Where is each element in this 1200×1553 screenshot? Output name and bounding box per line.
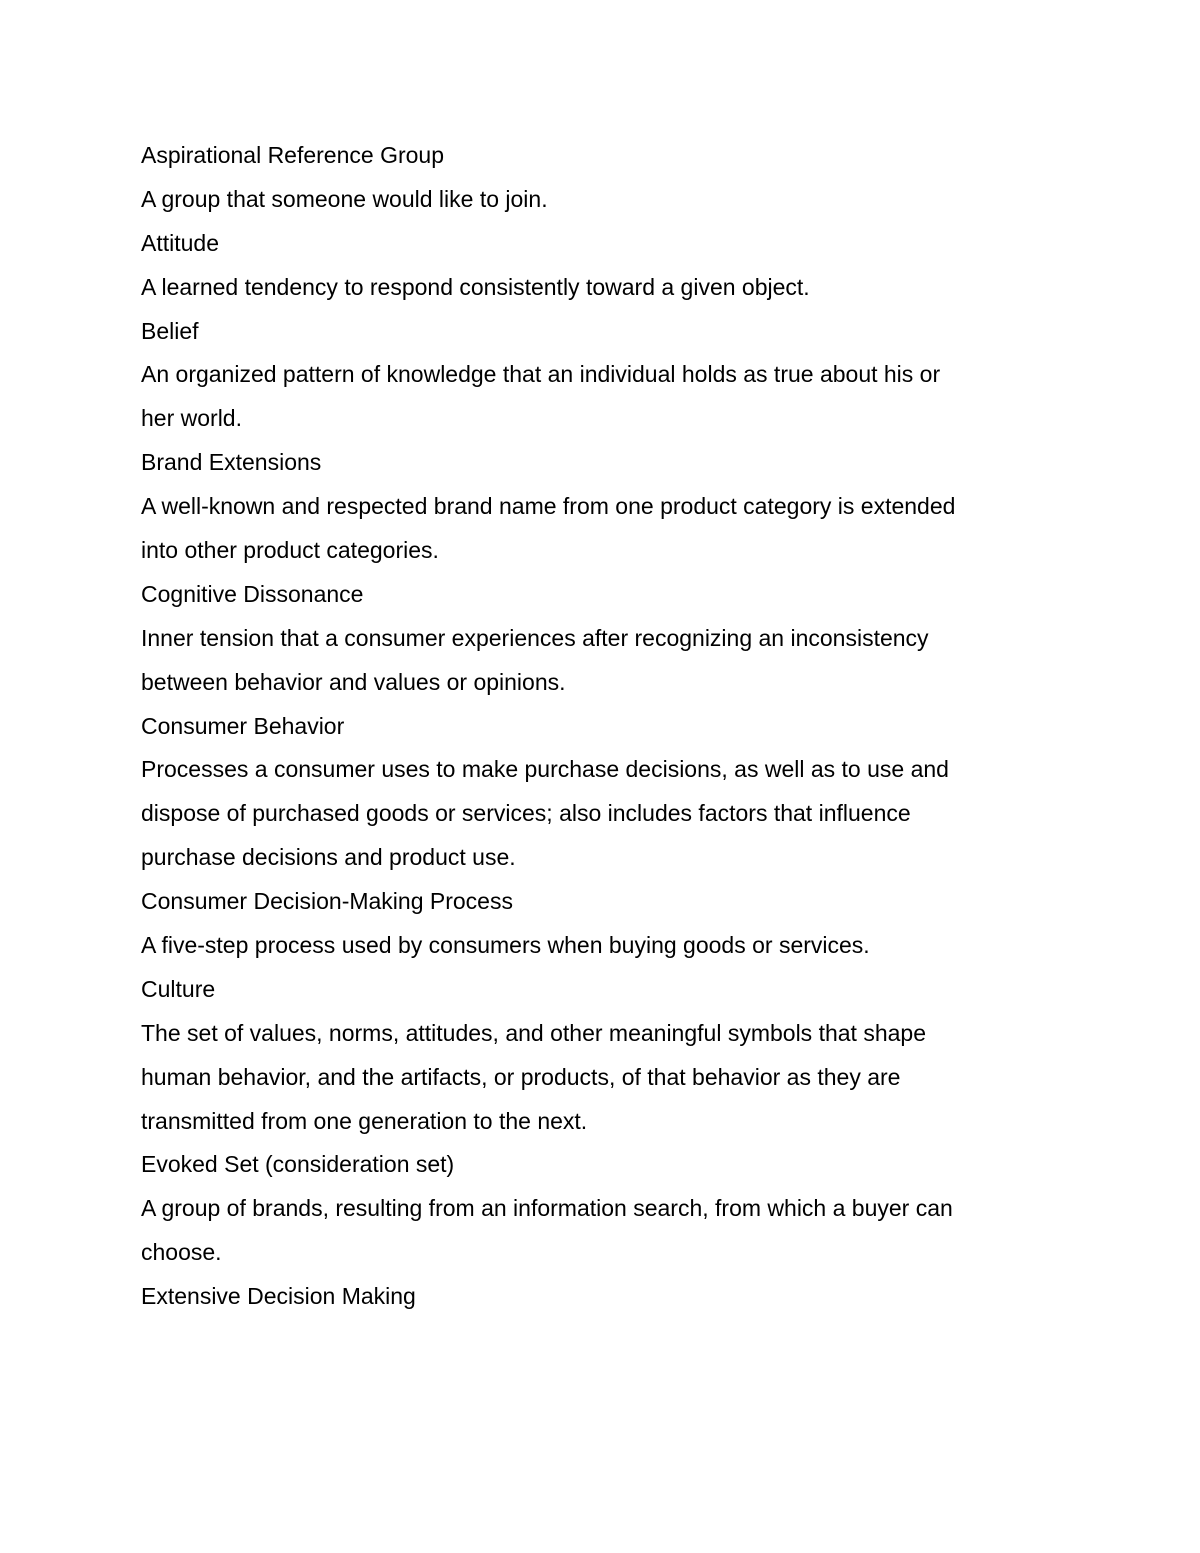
definition-line: A group that someone would like to join. [141, 185, 548, 212]
term-aspirational-reference-group: Aspirational Reference Group [141, 142, 444, 168]
definition-line: between behavior and values or opinions. [141, 668, 566, 695]
definition-line: choose. [141, 1239, 222, 1266]
term-consumer-decision-making-process: Consumer Decision-Making Process [141, 888, 513, 915]
term-belief: Belief [141, 317, 199, 344]
definition-line: A learned tendency to respond consistently toward a given object. [141, 273, 810, 300]
definition-line: into other product categories. [141, 537, 439, 564]
document-page [141, 134, 1061, 1319]
term-cognitive-dissonance: Cognitive Dissonance [141, 580, 364, 607]
definition-line: dispose of purchased goods or services; also includes factors that influence [141, 800, 911, 827]
definition-line: A group of brands, resulting from an information search, from which a buyer can [141, 1195, 953, 1222]
term-extensive-decision-making: Extensive Decision Making [141, 1283, 416, 1310]
term-culture: Culture [141, 975, 216, 1002]
definition-line: Inner tension that a consumer experiences after recognizing an inconsistency [141, 624, 929, 651]
definition-line: A five-step process used by consumers when buying goods or services. [141, 932, 870, 959]
term-brand-extensions: Brand Extensions [141, 449, 322, 476]
term-attitude: Attitude [141, 229, 219, 256]
term-consumer-behavior: Consumer Behavior [141, 712, 345, 739]
definition-line: purchase decisions and product use. [141, 844, 516, 871]
definition-line: The set of values, norms, attitudes, and other meaningful symbols that shape [141, 1019, 926, 1046]
definition-line: human behavior, and the artifacts, or products, of that behavior as they are [141, 1063, 901, 1090]
definition-line: transmitted from one generation to the next. [141, 1107, 588, 1134]
definition-line: A well-known and respected brand name from one product category is extended [141, 493, 956, 520]
definition-line: her world. [141, 405, 242, 432]
term-evoked-set: Evoked Set (consideration set) [141, 1151, 455, 1178]
definition-line: An organized pattern of knowledge that an individual holds as true about his or [141, 361, 941, 388]
definition-line: Processes a consumer uses to make purchase decisions, as well as to use and [141, 756, 949, 783]
